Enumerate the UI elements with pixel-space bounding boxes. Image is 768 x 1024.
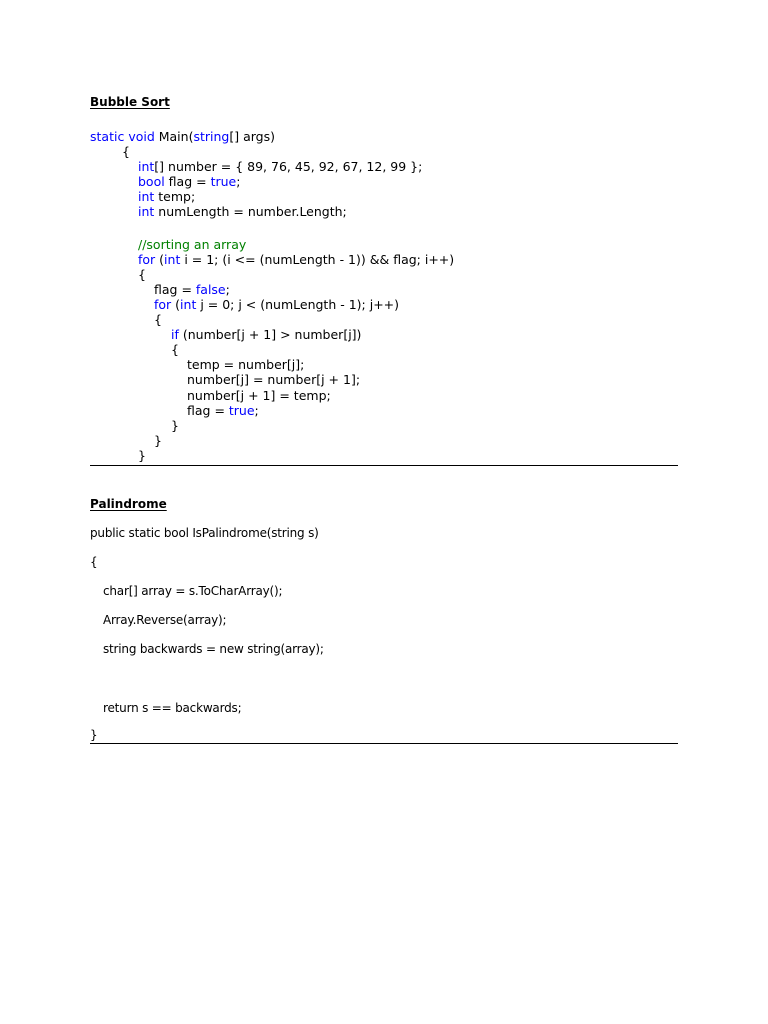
palindrome-heading: Palindrome [90,497,167,511]
code-text: temp; [154,189,196,205]
code-line [90,189,454,204]
keyword: true [210,174,237,190]
code-line [90,129,454,144]
code-line: } [138,447,146,463]
keyword: if [171,327,179,343]
keyword: static [90,129,125,144]
code-line [90,297,454,312]
code-text: ; [225,281,230,297]
keyword: bool [138,174,165,190]
code-line: number[j + 1] = temp; [187,387,331,403]
code-line: { [154,312,162,328]
code-line: { [122,144,130,160]
code-line [90,237,454,252]
code-line [90,327,454,342]
code-text: i = 1; (i <= (numLength - 1)) && flag; i++) [180,251,455,267]
keyword: for [154,296,172,312]
code-line: { [138,266,146,282]
palindrome-open-brace: { [90,555,98,569]
section-divider [90,743,678,744]
code-line [90,252,454,267]
keyword: false [195,281,226,297]
code-line [90,174,454,189]
keyword: true [228,402,255,418]
code-line [90,159,454,174]
blank-line [90,220,454,237]
code-text: ; [254,402,259,418]
keyword: int [180,296,197,312]
code-line [90,204,454,219]
code-text: [] args) [229,129,275,144]
palindrome-code-line: string backwards = new string(array); [103,642,324,656]
keyword: int [164,251,181,267]
keyword: int [138,159,155,175]
code-text: flag = [164,174,211,190]
keyword: int [138,204,155,220]
code-text: ( [155,251,165,267]
code-line: { [171,342,179,358]
code-line [90,403,454,418]
palindrome-code-line: Array.Reverse(array); [103,613,227,627]
keyword: int [138,189,155,205]
code-text: [] number = { 89, 76, 45, 92, 67, 12, 99 }; [154,159,423,175]
code-line [90,282,454,297]
bubble-sort-code-block [90,129,454,463]
code-text: Main( [154,129,194,144]
code-text: ; [236,174,241,190]
code-comment: //sorting an array [138,236,247,252]
code-text: j = 0; j < (numLength - 1); j++) [196,296,400,312]
section-divider [90,465,678,466]
palindrome-code-line: char[] array = s.ToCharArray(); [103,584,283,598]
palindrome-code-line: return s == backwards; [103,701,242,715]
code-line: number[j] = number[j + 1]; [187,372,361,388]
bubble-sort-heading: Bubble Sort [90,95,170,109]
code-text: numLength = number.Length; [154,204,347,220]
keyword: string [193,129,230,144]
code-text: flag = [154,281,196,297]
keyword: void [128,129,155,144]
code-text: ( [171,296,181,312]
code-text: flag = [187,402,229,418]
code-line: } [171,417,179,433]
code-line: temp = number[j]; [187,357,305,373]
code-text: (number[j + 1] > number[j]) [178,327,362,343]
code-line: } [154,432,162,448]
keyword: for [138,251,156,267]
palindrome-close-brace: } [90,728,98,742]
palindrome-signature: public static bool IsPalindrome(string s) [90,526,319,540]
